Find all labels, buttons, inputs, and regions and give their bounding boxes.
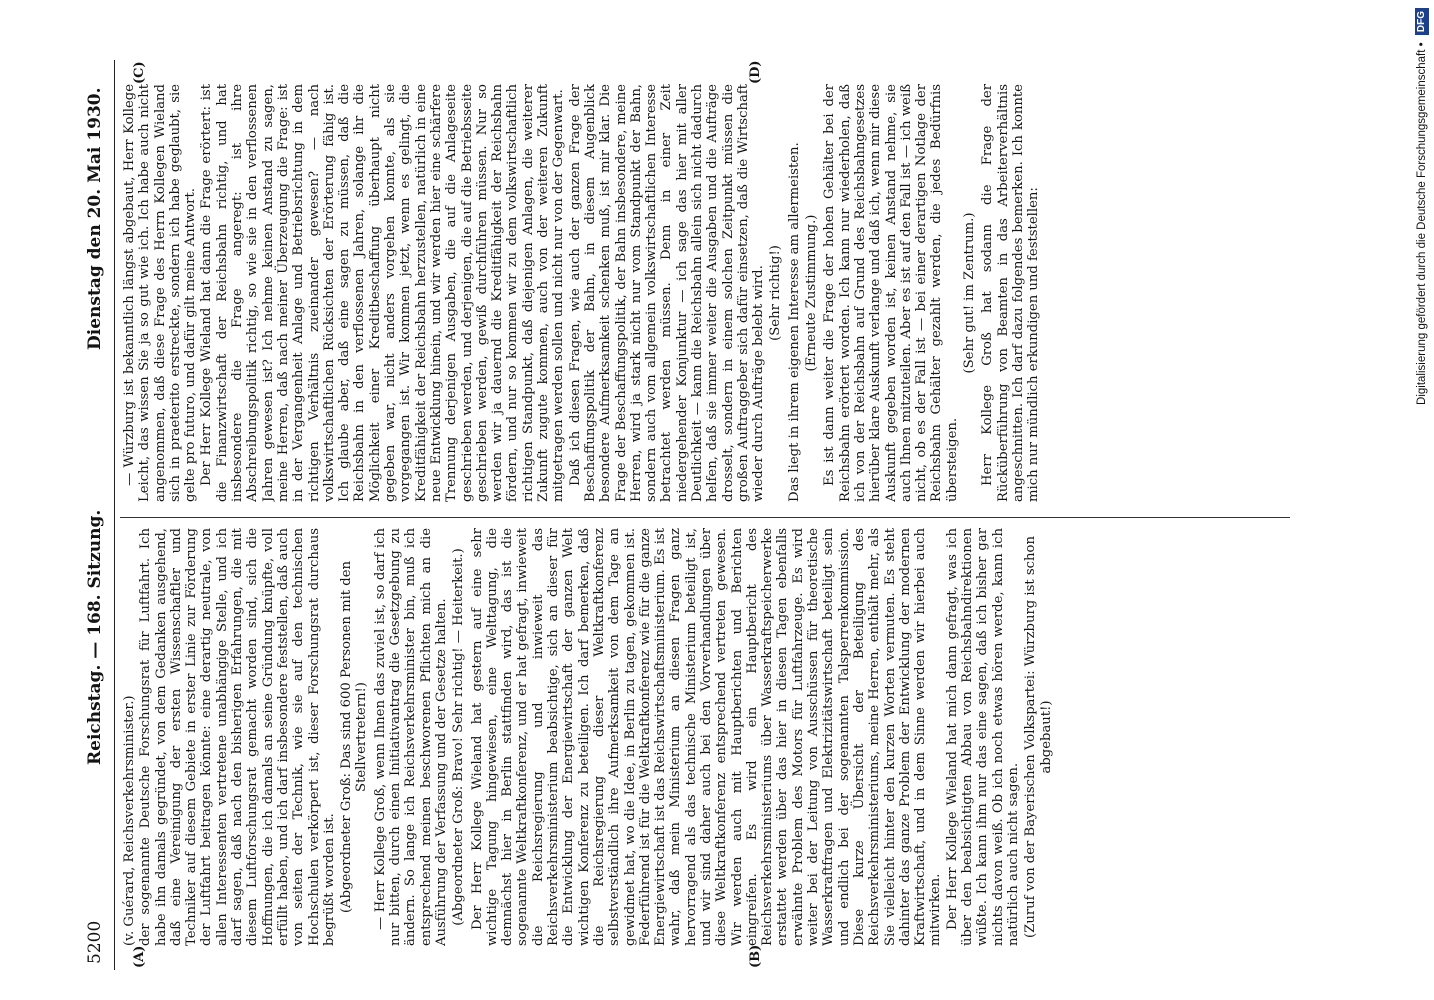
interjection: (Abgeordneter Groß: Bravo! Sehr richtig! — Heiterkeit.) [451,548,467,926]
session-title: Reichstag. — 168. Sitzung. [85,509,105,765]
section-marker-d: (D) [748,60,763,84]
header-rule [114,60,115,970]
page-header [85,60,116,970]
section-marker-c: (C) [132,61,147,84]
left-column [122,528,1302,946]
right-column [122,84,1302,502]
section-marker-b: (B) [748,944,763,968]
paragraph: Herr Kollege Groß hat sodann die Frage der Rücküberführung von Beamten in das Arbeiterverhältnis angeschnitten. Ich darf dazu folgendes bemerken. Ich konnte mich nur mündlich erkundigen und feststellen: [980,84,1042,502]
paragraph: — Würzburg ist bekanntlich längst abgebaut, Herr Kollege Leicht, das wissen Sie ja so gut wie ich. Ich habe auch nicht angenommen, daß diese Frage des Herrn Kollegen Wieland sich in praeterito erstreckte, sondern ich habe geglaubt, sie gelte pro futuro, und dafür gilt meine Antwort. [122,84,199,502]
scanned-page-area [80,60,1320,970]
session-date: Dienstag den 20. Mai 1930. [85,87,105,350]
interjection: (Abgeordneter Groß: Das sind 600 Personen mit den Stellvertretern!) [339,560,370,914]
digitization-sidebar [1412,8,1432,992]
paragraph: Es ist dann weiter die Frage der hohen Gehälter bei der Reichsbahn erörtert worden. Ich kann nur wiederholen, daß ich von der Reichsbahn auf Grund des Reichsbahngesetzes hierüber klare Auskunft verlange und daß ich, wenn mir diese Auskunft gegeben worden ist, keinen Anstand nehme, sie auch Ihnen mitzuteilen. Aber es ist auf den Fall ist — ich weiß nicht, ob es der Fall ist — bei einer derartigen Notlage der Reichsbahn Gehälter gezahlt werden, die jedes Bedürfnis übersteigen. [822,84,960,502]
paragraph: Daß ich diesen Fragen, wie auch der ganzen Frage der Beschaffungspolitik der Bahn, in diesem Augenblick besondere Aufmerksamkeit schenken muß, ist mir klar. Die Frage der Beschaffungspolitik, der Bahn insbesondere, meine Herren, wird ja stark nicht nur vom Standpunkt der Bahn, sondern auch vom allgemein volkswirtschaftlichen Interesse betrachtet werden müssen. Denn in einer Zeit niedergehender Konjunktur — ich sage das hier mit aller Deutlichkeit — kann die Reichsbahn allein sich nicht dadurch helfen, daß sie immer weiter die Ausgaben und die Aufträge drosselt, sondern in einem solchen Zeitpunkt müssen die großen Auftraggeber sich dafür einsetzen, daß die Wirtschaft wieder durch Aufträge belebt wird. [567,84,767,502]
section-marker-a: (A) [132,945,147,968]
interjection: (Zuruf von der Bayerischen Volkspartei: Würzburg ist schon abgebaut!) [1023,536,1054,938]
paragraph: Der Herr Kollege Wieland hat mich dann gefragt, was ich über den beabsichtigten Abbau von Reichsbahndirektionen wüßte. Ich kann ihm nur das eine sagen, daß ich bisher gar nichts davon weiß. Ob ich noch etwas hören werde, kann ich natürlich auch nicht sagen. [944,528,1021,946]
separator: • [1416,39,1428,47]
document-page [80,60,1320,970]
interjection: (Erneute Zustimmung.) [804,214,820,372]
digitization-credit [1412,8,1432,992]
paragraph: Der Herr Kollege Wieland hat gestern auf eine sehr wichtige Tagung hingewiesen, eine Welttagung, die demnächst hier in Berlin stattfinden wird, das ist die sogenannte Weltkraftkonferenz, und er hat gefragt, inwieweit die Reichsregierung und inwieweit das Reichsverkehrsministerium beabsichtige, sich an dieser für die Entwicklung der Energiewirtschaft der ganzen Welt wichtigen Konferenz zu beteiligen. Ich darf bemerken, daß die Reichsregierung dieser Weltkraftkonferenz selbstverständlich ihre Aufmerksamkeit von dem Tage an gewidmet hat, wo die Idee, in Berlin zu tagen, gekommen ist. Federführend ist für die Weltkraftkonferenz wie für die ganze Energiewirtschaft ist das Reichswirtschaftsministerium. Es ist wahr, daß mein Ministerium an diesen Fragen ganz hervorragend als das technische Ministerium beteiligt ist, und wir sind daher auch bei den Vorverhandlungen über diese Weltkraftkonferenz entsprechend vertreten gewesen. Wir werden auch mit Hauptberichten und Berichten eingreifen. Es wird ein Hauptbericht des Reichsverkehrsministeriums über Wasserkraftspeicherwerke erstattet werden über das hier in diesen Tagen ebenfalls erwähnte Problem des Motors für Luftfahrzeuge. Es wird weiter bei der Leitung von Ausschüssen für theoretische Wasserkraftfragen und Elektrizitätswirtschaft beteiligt sein und endlich bei der sogenannten Talsperrenkommission. Diese kurze Übersicht der Beteiligung des Reichsverkehrsministeriums, meine Herren, enthält mehr, als Sie vielleicht hinter den kurzen Worten vermuten. Es steht dahinter das ganze Problem der Entwicklung der modernen Kraftwirtschaft, und in dem Sinne werden wir hierbei auch mitwirken. [469,528,944,946]
interjection: (Sehr gut! im Zentrum.) [962,212,978,374]
paragraph: Das liegt in ihrem eigenen Interesse am allermeisten. [786,142,802,502]
credit-text: Digitalisierung gefördert durch die Deutsche Forschungsgemeinschaft [1416,49,1428,405]
paragraph: Der Herr Kollege Wieland hat dann die Frage erörtert: ist die Finanzwirtschaft der Reichsbahn richtig, und hat insbesondere die Frage angeregt: ist ihre Abschreibungspolitik richtig, so wie sie in den verflossenen Jahren gewesen ist? Ich nehme keinen Anstand zu sagen, meine Herren, daß nach meiner Überzeugung die Frage: ist in der Vergangenheit Anlage und Betriebsrichtung in dem richtigen Verhältnis zueinander gewesen? — nach volkswirtschaftlichen Rücksichten der Erörterung fähig ist. Ich glaube aber, daß eine sagen zu müssen, daß die Reichsbahn in den verflossenen Jahren, solange ihr die Möglichkeit einer Kreditbeschaffung überhaupt nicht gegeben war, nicht anders vorgehen konnte, als sie vorgegangen ist. Wir kommen jetzt, wenn es gelingt, die Kreditfähigkeit der Reichsbahn herzustellen, natürlich in eine neue Entwicklung hinein, und wir werden hier eine schärfere Trennung derjenigen Ausgaben, die auf die Anlageseite geschrieben werden, und derjenigen, die auf die Betriebsseite geschrieben werden, gewiß durchführen müssen. Nur so werden wir ja dauernd die Kreditfähigkeit der Reichsbahn fördern, und nur so kommen wir zu dem volkswirtschaftlich richtigen Standpunkt, daß diejenigen Anlagen, die weiterer Zukunft zugute kommen, auch von der weiteren Zukunft mitgetragen werden sollen und nicht nur von der Gegenwart. [199,84,567,502]
dfg-logo: DFG [1415,8,1429,35]
paragraph: (v. Guérard, Reichsverkehrsminister.) [122,695,137,946]
page-number: 5200 [85,920,105,964]
paragraph: — Herr Kollege Groß, wenn Ihnen das zuviel ist, so darf ich nur bitten, durch einen Initiativantrag die Gesetzgebung zu ändern. So lange ich Reichsverkehrsminister bin, muß ich entsprechend meinen beschworenen Pflichten mich an die Ausführung der Verfassung und der Gesetze halten. [372,528,449,946]
column-divider [120,517,1290,518]
interjection: (Sehr richtig!) [768,245,784,341]
paragraph: der sogenannte Deutsche Forschungsrat für Luftfahrt. Ich habe ihn damals gegründet, von dem Gedanken ausgehend, daß eine Vereinigung der ersten Wissenschaftler und Techniker auf diesem Gebiete in erster Linie zur Förderung der Luftfahrt beitragen könnte: eine derartig neutrale, von allen Interessenten vertretene unabhängige Stelle, und ich darf sagen, daß nach den bisherigen Erfahrungen, die mit diesem Luftforschungsrat gemacht worden sind, sich die Hoffnungen, die ich damals an seine Gründung knüpfte, voll erfüllt haben, und ich darf insbesondere feststellen, daß auch von seiten der Technik, wie sie auf den technischen Hochschulen verkörpert ist, dieser Forschungsrat durchaus begrüßt worden ist. [138,528,337,946]
